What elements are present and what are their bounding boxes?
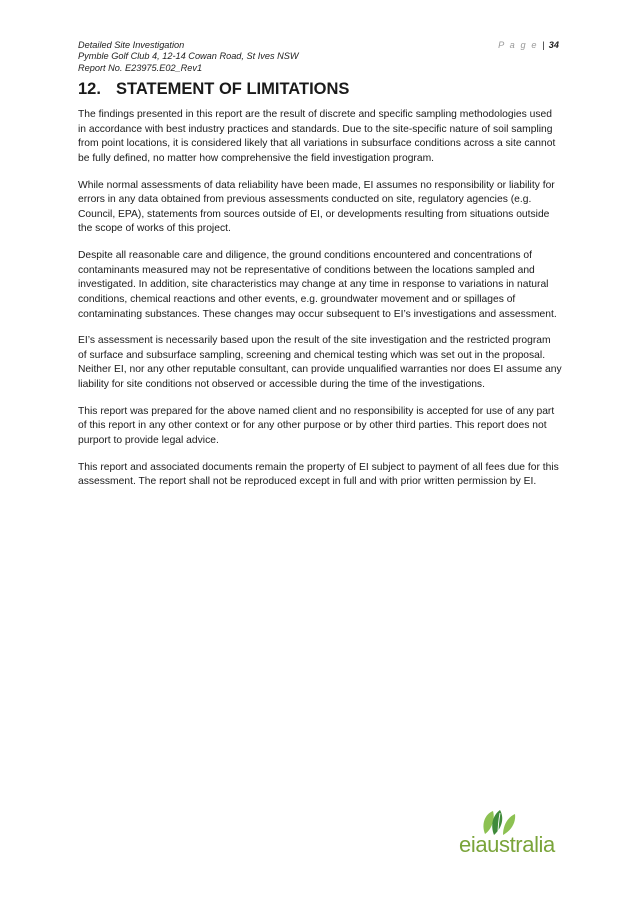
ei-australia-logo — [459, 808, 563, 860]
paragraph-assessment-basis: EI’s assessment is necessarily based upon the result of the site investigation and the restricted program of surface and subsurface sampling, screening and chemical testing which was set out in the proposal. Neither EI, nor any other reputable consultant, can provide unqualified warranties nor does EI assume any liability for site conditions not observed or accessible during the time of the investigations. — [78, 335, 562, 391]
section-body — [78, 108, 562, 502]
paragraph-sampling-findings: The findings presented in this report are the result of discrete and specific sampling methodologies used in accordance with best industry practices and standards. Due to the site-specific nature of soil sampling from point locations, it is considered likely that all variations in subsurface conditions across a site cannot be fully defined, no matter how comprehensive the field investigation program. — [78, 109, 556, 164]
paragraph-data-reliability: While normal assessments of data reliability have been made, EI assumes no responsibility or liability for errors in any data obtained from previous assessments conducted on site, regulatory agencies (e.g. Council, EPA), statements from sources outside of EI, or developments resulting from situations outside the scope of works of this project. — [78, 179, 555, 235]
page-separator: | — [542, 40, 545, 50]
logo-wordmark: eiaustralia — [459, 832, 555, 857]
header-report-number: Report No. E23975.E02_Rev1 — [78, 62, 203, 73]
page-header — [78, 40, 568, 74]
paragraph-report-use: This report was prepared for the above named client and no responsibility is accepted for use of any part of this report in any other context or for any other purpose or by other third parties. This report does not purport to provide legal advice. — [78, 405, 555, 447]
page-number-indicator — [498, 40, 559, 50]
header-document-title: Detailed Site Investigation — [78, 40, 185, 50]
paragraph-ground-conditions: Despite all reasonable care and diligence, the ground conditions encountered and concentrations of contaminants measured may not be representative of conditions between the locations sampled and investigated. In addition, site characteristics may change at any time in response to variations in natural conditions, chemical reactions and other events, e.g. groundwater movement and or spillages of contaminating substances. These changes may occur subsequent to EI’s investigations and assessment. — [78, 250, 557, 320]
page-label: P a g e — [498, 40, 539, 50]
header-site-address: Pymble Golf Club 4, 12-14 Cowan Road, St Ives NSW — [78, 51, 299, 62]
section-heading — [78, 80, 349, 99]
section-title: STATEMENT OF LIMITATIONS — [116, 80, 350, 98]
section-number: 12. — [78, 80, 101, 98]
page-number: 34 — [548, 40, 559, 50]
paragraph-ownership: This report and associated documents remain the property of EI subject to payment of all fees due for this assessment. The report shall not be reproduced except in full and with prior written permission by EI. — [78, 461, 559, 488]
